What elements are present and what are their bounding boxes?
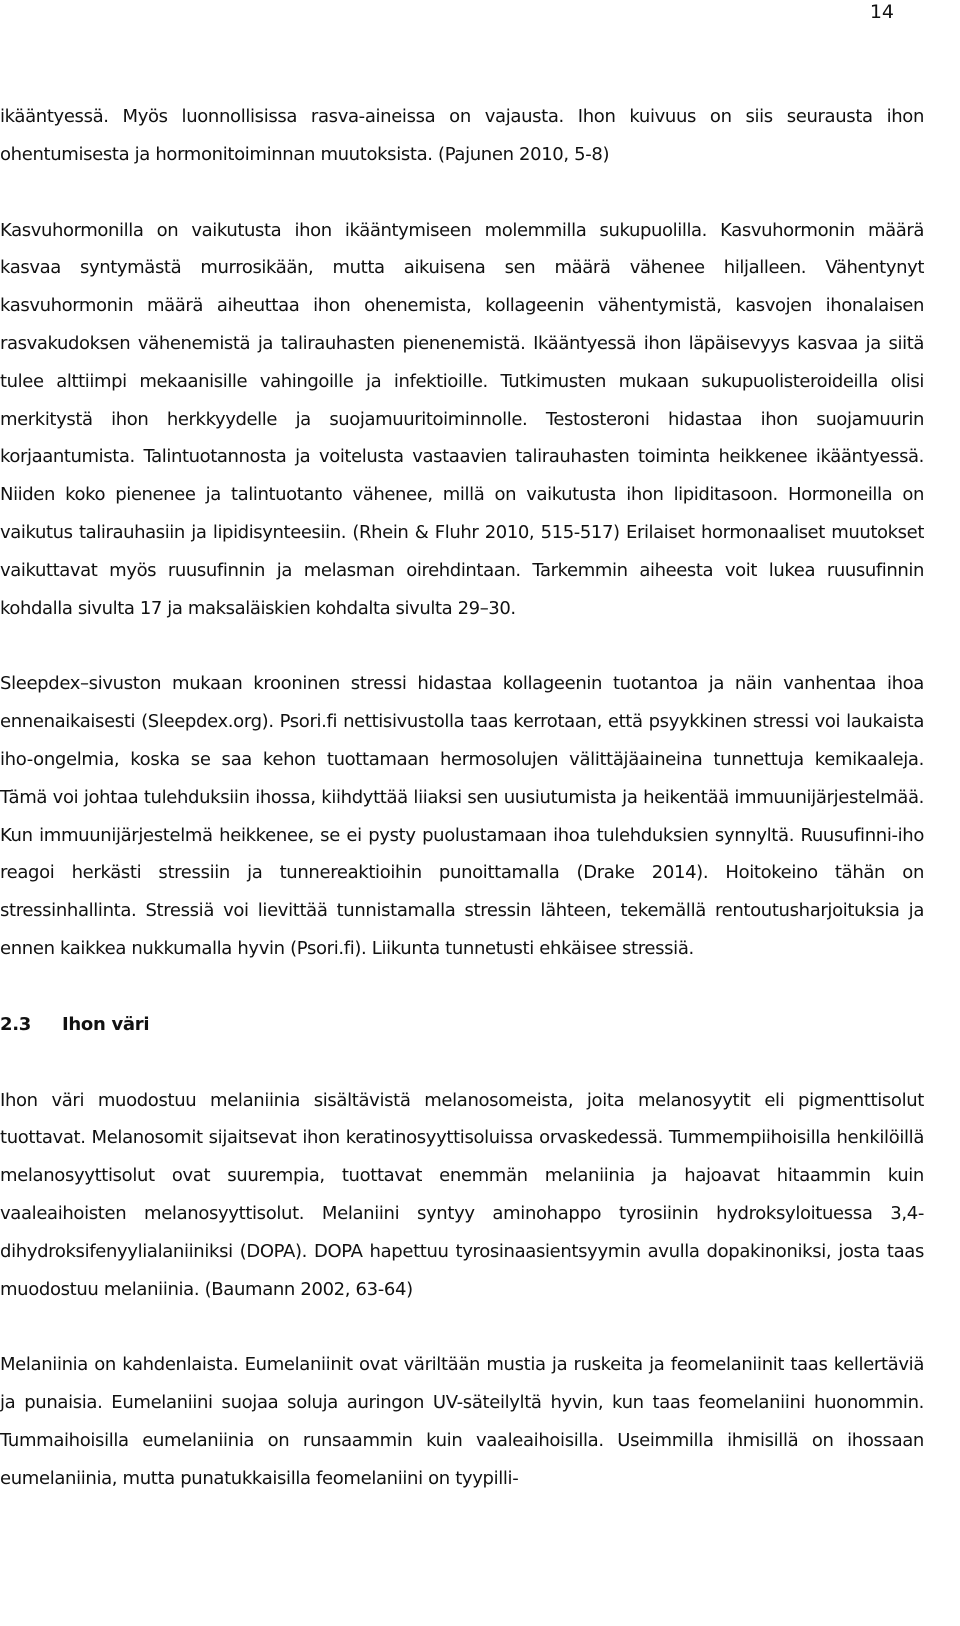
paragraph-skin-color: Ihon väri muodostuu melaniinia sisältävistä melanosomeista, joita melanosyytit eli pigmenttisolut tuottavat. Melanosomit sijaitsevat ihon keratinosyyttisoluissa orvaskedessä. Tummempiihoisilla henkilöillä melanosyyttisolut ovat suurempia, tuottavat enemmän melaniinia ja hajoavat hitaammin kuin vaaleaihoisten melanosyyttisolut. Melaniini syntyy aminohappo tyrosiinin hydroksyloituessa 3,4-dihydroksifenyylialaniiniksi (DOPA). DOPA hapettuu tyrosinaasientsyymin avulla dopakinoniksi, josta taas muodostuu melaniinia. (Baumann 2002, 63-64): [0, 1089, 924, 1300]
paragraph-gap: [0, 174, 924, 212]
paragraph-stress: Sleepdex–sivuston mukaan krooninen stressi hidastaa kollageenin tuotantoa ja näin vanhentaa ihoa ennenaikaisesti (Sleepdex.org). Psori.fi nettisivustolla taas kerrotaan, että psyykkinen stressi voi laukaista iho-ongelmia, koska se saa kehon tuottamaan hermosolujen välittäjäaineina tunnettuja kemikaaleja. Tämä voi johtaa tulehduksiin ihossa, kiihdyttää liiaksi sen uusiutumista ja heikentää immuunijärjestelmää. Kun immuunijärjestelmä heikkenee, se ei pysty puolustamaan ihoa tulehduksien synnyltä. Ruusufinni-iho reagoi herkästi stressiin ja tunnereaktioihin punoittamalla (Drake 2014). Hoitokeino tähän on stressinhallinta. Stressiä voi lievittää tunnistamalla stressin lähteen, tekemällä rentoutusharjoituksia ja ennen kaikkea nukkumalla hyvin (Psori.fi). Liikunta tunnetusti ehkäisee stressiä.: [0, 673, 924, 959]
paragraph-skin-dryness: ikääntyessä. Myös luonnollisissa rasva-aineissa on vajausta. Ihon kuivuus on siis seurausta ihon ohentumisesta ja hormonitoiminnan muutoksista. (Pajunen 2010, 5-8): [0, 106, 924, 165]
section-heading: [0, 1006, 924, 1044]
section-number: 2.3: [0, 1013, 31, 1035]
paragraph-gap: [0, 627, 924, 665]
section-title: Ihon väri: [62, 1013, 150, 1035]
paragraph-gap: [0, 1308, 924, 1346]
paragraph-melanin-types: Melaniinia on kahdenlaista. Eumelaniinit ovat väriltään mustia ja ruskeita ja feomelaniinit taas kellertäviä ja punaisia. Eumelaniini suojaa soluja auringon UV-säteilyltä hyvin, kun taas feomelaniini huonommin. Tummaihoisilla eumelaniinia on runsaammin kuin vaaleaihoisilla. Useimmilla ihmisillä on ihossaan eumelaniinia, mutta punatukkaisilla feomelaniini on tyypilli-: [0, 1354, 924, 1489]
paragraph-gap: [0, 968, 924, 1006]
page-number: 14: [869, 1, 894, 23]
document-body: [0, 98, 924, 1498]
paragraph-gap: [0, 1044, 924, 1082]
paragraph-growth-hormone: Kasvuhormonilla on vaikutusta ihon ikääntymiseen molemmilla sukupuolilla. Kasvuhormonin määrä kasvaa syntymästä murrosikään, mutta aikuisena sen määrä vähenee hiljalleen. Vähentynyt kasvuhormonin määrä aiheuttaa ihon ohenemista, kollageenin vähentymistä, kasvojen ihonalaisen rasvakudoksen vähenemistä ja talirauhasten pienenemistä. Ikääntyessä ihon läpäisevyys kasvaa ja siitä tulee alttiimpi mekaanisille vahingoille ja infektioille. Tutkimusten mukaan sukupuolisteroideilla olisi merkitystä ihon herkkyydelle ja suojamuuritoiminnolle. Testosteroni hidastaa ihon suojamuurin korjaantumista. Talintuotannosta ja voitelusta vastaavien talirauhasten toiminta heikkenee ikääntyessä. Niiden koko pienenee ja talintuotanto vähenee, millä on vaikutusta ihon lipiditasoon. Hormoneilla on vaikutus talirauhasiin ja lipidisynteesiin. (Rhein & Fluhr 2010, 515-517) Erilaiset hormonaaliset muutokset vaikuttavat myös ruusufinnin ja melasman oirehdintaan. Tarkemmin aiheesta voit lukea ruusufinnin kohdalla sivulta 17 ja maksaläiskien kohdalta sivulta 29–30.: [0, 219, 924, 619]
